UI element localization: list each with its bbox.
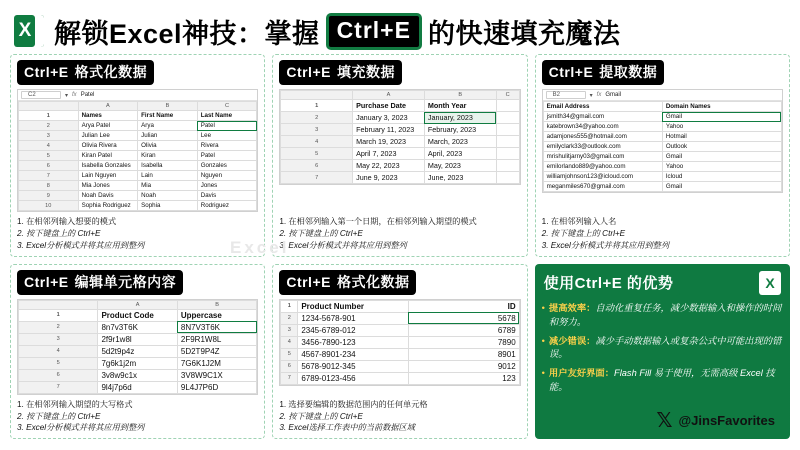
- card-extract-domain: [535, 54, 790, 257]
- card-title-shortcut: Ctrl+E: [24, 64, 69, 80]
- column-header-row: [19, 300, 257, 309]
- table-row: [19, 369, 257, 381]
- column-header[interactable]: C: [496, 91, 519, 100]
- list-item: [542, 335, 783, 363]
- row-header[interactable]: 5: [281, 348, 298, 360]
- column-header[interactable]: B: [424, 91, 496, 100]
- cell[interactable]: Yahoo: [662, 162, 781, 172]
- cell[interactable]: Names: [78, 111, 138, 121]
- row-header[interactable]: 5: [19, 151, 79, 161]
- table-row: [281, 172, 519, 184]
- cell[interactable]: Sophia: [138, 201, 198, 211]
- page-title-prefix: 解锁Excel神技：掌握: [54, 18, 320, 49]
- benefit-text: 减少手动数据输入或复杂公式中可能出现的错误。: [548, 335, 782, 360]
- table-row: [19, 181, 257, 191]
- list-item: [542, 302, 783, 330]
- cell[interactable]: 2F9R1W8L: [177, 333, 256, 345]
- table-row: [19, 131, 257, 141]
- row-header[interactable]: 4: [19, 345, 98, 357]
- benefit-label: 减少错误：: [548, 335, 596, 346]
- cell[interactable]: [496, 112, 519, 124]
- row-header[interactable]: 3: [19, 333, 98, 345]
- cell[interactable]: 3V8W9C1X: [177, 369, 256, 381]
- chevron-down-icon[interactable]: ▾: [65, 92, 69, 99]
- card-title-shortcut: Ctrl+E: [24, 273, 69, 290]
- row-header[interactable]: 5: [19, 357, 98, 369]
- cell[interactable]: 1234-5678-901: [298, 312, 409, 324]
- card-title: [17, 60, 154, 85]
- cell[interactable]: 7g6k1j2m: [98, 357, 177, 369]
- excel-mock: [279, 89, 520, 185]
- handle-text: @JinsFavorites: [678, 412, 775, 428]
- cell[interactable]: 8n7v3T6K: [98, 321, 177, 333]
- cell[interactable]: January 3, 2023: [353, 112, 425, 124]
- table-row: [19, 321, 257, 333]
- table-row: [281, 112, 519, 124]
- card-benefits: [535, 264, 790, 440]
- row-header[interactable]: 6: [19, 369, 98, 381]
- cell[interactable]: 6789-0123-456: [298, 372, 409, 384]
- row-header[interactable]: 1: [19, 111, 79, 121]
- row-header[interactable]: 10: [19, 201, 79, 211]
- cell[interactable]: emilyclark33@outlook.com: [543, 142, 662, 152]
- row-header[interactable]: 5: [281, 148, 353, 160]
- cell[interactable]: 7G6K1J2M: [177, 357, 256, 369]
- cell[interactable]: jsmith34@gmail.com: [543, 112, 662, 122]
- cell[interactable]: Davis: [197, 191, 257, 201]
- row-header[interactable]: 4: [281, 136, 353, 148]
- cell[interactable]: Jones: [197, 181, 257, 191]
- table-row: [281, 148, 519, 160]
- table-row: [281, 324, 519, 336]
- cell[interactable]: [496, 124, 519, 136]
- table-row: [281, 372, 519, 384]
- cell[interactable]: February, 2023: [424, 124, 496, 136]
- excel-mock: [17, 89, 258, 212]
- benefit-label: 提高效率：: [548, 302, 596, 313]
- table-row: [543, 152, 781, 162]
- cell[interactable]: Lee: [197, 131, 257, 141]
- card-title-shortcut: Ctrl+E: [548, 64, 594, 80]
- formula-value[interactable]: Gmail: [605, 92, 622, 98]
- cell[interactable]: June, 2023: [424, 172, 496, 184]
- cell[interactable]: 5D2T9P4Z: [177, 345, 256, 357]
- table-row: [19, 111, 257, 121]
- row-header[interactable]: 7: [19, 381, 98, 393]
- cell[interactable]: Julian: [138, 131, 198, 141]
- cell[interactable]: May, 2023: [424, 160, 496, 172]
- table-row: [543, 182, 781, 192]
- table-row: [281, 160, 519, 172]
- cell[interactable]: March 19, 2023: [353, 136, 425, 148]
- table-row: [19, 381, 257, 393]
- row-header[interactable]: 1: [281, 100, 353, 112]
- cell[interactable]: 2345-6789-012: [298, 324, 409, 336]
- footer-credit: [656, 408, 775, 432]
- table-row: [19, 161, 257, 171]
- step-item: 3. Excel选择工作表中的当前数据区域: [279, 423, 415, 433]
- table-row: [281, 124, 519, 136]
- card-title-text: 格式化数据: [336, 273, 410, 290]
- cell[interactable]: Olivia: [138, 141, 198, 151]
- table-row: [281, 360, 519, 372]
- step-item: 1. 选择要编辑的数据范围内的任何单元格: [279, 399, 428, 409]
- cell[interactable]: katebrown34@yahoo.com: [543, 122, 662, 132]
- cell[interactable]: Gonzales: [197, 161, 257, 171]
- cell[interactable]: 7890: [408, 336, 519, 348]
- cell[interactable]: 9L4J7P6D: [177, 381, 256, 393]
- step-item: 3. Excel分析模式并将其应用到整列: [17, 240, 145, 250]
- cell-selected[interactable]: Patel: [197, 121, 257, 131]
- column-header[interactable]: A: [78, 102, 138, 111]
- cell[interactable]: Email Address: [543, 102, 662, 112]
- step-item: 3. Excel分析模式并将其应用到整列: [541, 240, 670, 250]
- table-row: [543, 122, 781, 132]
- cell[interactable]: Arya: [138, 121, 198, 131]
- row-header[interactable]: 7: [19, 171, 79, 181]
- cell-selected[interactable]: 5678: [408, 312, 519, 324]
- card-title: [279, 60, 402, 85]
- row-header[interactable]: 2: [281, 312, 298, 324]
- bullet-icon: •: [541, 368, 545, 379]
- table-row: [19, 201, 257, 211]
- cell[interactable]: 4567-8901-234: [298, 348, 409, 360]
- card-title-text: 填充数据: [336, 64, 395, 80]
- cell[interactable]: 5d2t9p4z: [98, 345, 177, 357]
- sheet-corner[interactable]: [281, 91, 353, 100]
- table-row: [543, 142, 781, 152]
- card-format-names: [10, 54, 265, 257]
- cell[interactable]: [496, 100, 519, 112]
- step-item: 2. 按下键盘上的 Ctrl+E: [541, 228, 626, 238]
- cell[interactable]: [496, 160, 519, 172]
- cell[interactable]: March, 2023: [424, 136, 496, 148]
- chevron-down-icon[interactable]: ▾: [589, 92, 593, 99]
- row-header[interactable]: 2: [19, 321, 98, 333]
- table-row: [19, 357, 257, 369]
- sheet-table: [18, 300, 257, 394]
- step-item: 1. 在相邻列输入想要的模式: [17, 217, 117, 226]
- sheet-table: [280, 300, 519, 385]
- row-header[interactable]: 1: [19, 309, 98, 321]
- excel-logo-icon: [759, 271, 781, 295]
- bullet-icon: •: [541, 302, 545, 313]
- bullet-icon: •: [541, 335, 545, 346]
- step-item: 1. 在相邻列输入第一个日期，在相邻列输入期望的模式: [279, 217, 477, 226]
- column-header[interactable]: C: [197, 102, 257, 111]
- column-header[interactable]: B: [177, 300, 256, 309]
- cell[interactable]: Icloud: [662, 172, 781, 182]
- column-header-row: [19, 102, 257, 111]
- table-row: [19, 141, 257, 151]
- card-title: [279, 270, 416, 295]
- cell[interactable]: April, 2023: [424, 148, 496, 160]
- excel-mock: [17, 299, 258, 395]
- cell[interactable]: Yahoo: [662, 122, 781, 132]
- table-row: [19, 171, 257, 181]
- step-item: 2. 按下键盘上的 Ctrl+E: [279, 228, 363, 238]
- cell[interactable]: Rodriguez: [197, 201, 257, 211]
- cell[interactable]: Gmail: [662, 152, 781, 162]
- benefits-list: [542, 302, 783, 401]
- cell[interactable]: 123: [408, 372, 519, 384]
- row-header[interactable]: 7: [281, 372, 298, 384]
- row-header[interactable]: 4: [19, 141, 79, 151]
- cell[interactable]: 2f9r1w8l: [98, 333, 177, 345]
- table-row: [19, 345, 257, 357]
- cell[interactable]: 5678-9012-345: [298, 360, 409, 372]
- header: [10, 8, 790, 54]
- table-row: [543, 162, 781, 172]
- cell[interactable]: Noah Davis: [78, 191, 138, 201]
- formula-bar: [18, 90, 257, 101]
- steps-list: [17, 395, 258, 435]
- cell[interactable]: 3v8w9c1x: [98, 369, 177, 381]
- cell[interactable]: Olivia Rivera: [78, 141, 138, 151]
- card-title-shortcut: Ctrl+E: [286, 64, 331, 80]
- table-row: [281, 100, 519, 112]
- step-item: 2. 按下键盘上的 Ctrl+E: [17, 228, 101, 238]
- cell[interactable]: Lain: [138, 171, 198, 181]
- cell[interactable]: April 7, 2023: [353, 148, 425, 160]
- table-row: [19, 191, 257, 201]
- table-row: [281, 136, 519, 148]
- cell[interactable]: Purchase Date: [353, 100, 425, 112]
- table-row: [543, 112, 781, 122]
- column-header[interactable]: B: [138, 102, 198, 111]
- table-row: [281, 300, 519, 312]
- cell[interactable]: Domain Names: [662, 102, 781, 112]
- cell[interactable]: June 9, 2023: [353, 172, 425, 184]
- cell[interactable]: Kiran: [138, 151, 198, 161]
- steps-list: [279, 395, 520, 435]
- card-format-product-id: [272, 264, 527, 440]
- cell[interactable]: Julian Lee: [78, 131, 138, 141]
- row-header[interactable]: 3: [281, 124, 353, 136]
- cell[interactable]: Arya Patel: [78, 121, 138, 131]
- cell[interactable]: meganmiles670@gmail.com: [543, 182, 662, 192]
- cell[interactable]: Hotmail: [662, 132, 781, 142]
- table-row: [19, 151, 257, 161]
- formula-value[interactable]: Patel: [80, 92, 95, 98]
- cell[interactable]: 9l4j7p6d: [98, 381, 177, 393]
- column-header[interactable]: A: [353, 91, 425, 100]
- cell[interactable]: Product Code: [98, 309, 177, 321]
- steps-list: [279, 212, 520, 252]
- page-title-suffix: 的快速填充魔法: [427, 18, 621, 49]
- fx-icon: fx: [72, 92, 77, 98]
- benefit-text: 自动化重复任务，减少数据输入和操作的时间和努力。: [548, 302, 782, 327]
- cards-grid: [10, 54, 790, 432]
- cell[interactable]: Outlook: [662, 142, 781, 152]
- table-row: [543, 172, 781, 182]
- card-fill-dates: [272, 54, 527, 257]
- cell-selected[interactable]: January, 2023: [424, 112, 496, 124]
- name-box[interactable]: C2: [21, 91, 61, 99]
- steps-list: [542, 212, 783, 252]
- row-header[interactable]: 3: [281, 324, 298, 336]
- row-header[interactable]: 6: [281, 160, 353, 172]
- cell[interactable]: Rivera: [197, 141, 257, 151]
- table-row: [543, 132, 781, 142]
- table-row: [281, 348, 519, 360]
- cell[interactable]: Isabella: [138, 161, 198, 171]
- row-header[interactable]: 3: [19, 131, 79, 141]
- row-header[interactable]: 4: [281, 336, 298, 348]
- cell[interactable]: Last Name: [197, 111, 257, 121]
- cell[interactable]: 8901: [408, 348, 519, 360]
- step-item: 3. Excel分析模式并将其应用到整列: [279, 240, 407, 250]
- cell[interactable]: 6789: [408, 324, 519, 336]
- cell[interactable]: Mia: [138, 181, 198, 191]
- column-header[interactable]: A: [98, 300, 177, 309]
- excel-mock: [279, 299, 520, 386]
- row-header[interactable]: 1: [281, 300, 298, 312]
- excel-logo-letter: X: [765, 274, 775, 291]
- row-header[interactable]: 6: [281, 360, 298, 372]
- row-header[interactable]: 8: [19, 181, 79, 191]
- cell[interactable]: Kiran Patel: [78, 151, 138, 161]
- cell[interactable]: First Name: [138, 111, 198, 121]
- card-edit-cell-content: [10, 264, 265, 440]
- row-header[interactable]: 9: [19, 191, 79, 201]
- table-row: [543, 102, 781, 112]
- cell[interactable]: Sophia Rodriguez: [78, 201, 138, 211]
- step-item: 1. 在相邻列输入期望的大写格式: [17, 399, 133, 409]
- formula-bar: [543, 90, 782, 101]
- table-row: [19, 121, 257, 131]
- cell[interactable]: Product Number: [298, 300, 409, 312]
- list-item: [542, 367, 783, 395]
- x-logo-icon: 𝕏: [656, 408, 673, 433]
- card-title: 使用Ctrl+E 的优势: [542, 270, 681, 296]
- cell-selected[interactable]: 8N7V3T6K: [177, 321, 256, 333]
- row-header[interactable]: 6: [19, 161, 79, 171]
- name-box[interactable]: B2: [546, 91, 586, 99]
- card-title-text: 格式化数据: [74, 64, 148, 80]
- cell[interactable]: adamjones555@hotmail.com: [543, 132, 662, 142]
- column-header-row: [281, 91, 519, 100]
- excel-logo-letter: X: [18, 20, 32, 41]
- cell[interactable]: ID: [408, 300, 519, 312]
- row-header[interactable]: 2: [281, 112, 353, 124]
- step-item: 2. 按下键盘上的 Ctrl+E: [279, 411, 363, 421]
- cell[interactable]: williamjohnson123@icloud.com: [543, 172, 662, 182]
- cell[interactable]: [496, 172, 519, 184]
- cell[interactable]: Lain Nguyen: [78, 171, 138, 181]
- cell[interactable]: mrishulitjarny03@gmail.com: [543, 152, 662, 162]
- sheet-table: [18, 101, 257, 211]
- cell[interactable]: Month Year: [424, 100, 496, 112]
- cell[interactable]: emilorlando889@yahoo.com: [543, 162, 662, 172]
- card-title: [542, 60, 665, 85]
- table-row: [19, 309, 257, 321]
- fx-icon: fx: [596, 92, 602, 98]
- card-title-text: 编辑单元格内容: [74, 273, 177, 290]
- cell[interactable]: Gmail: [662, 182, 781, 192]
- cell[interactable]: May 22, 2023: [353, 160, 425, 172]
- step-item: 2. 按下键盘上的 Ctrl+E: [17, 411, 101, 421]
- benefit-text: Flash Fill 易于使用，无需高级 Excel 技能。: [548, 368, 775, 393]
- benefit-label: 用户友好界面：: [548, 368, 615, 379]
- cell[interactable]: Patel: [197, 151, 257, 161]
- cell[interactable]: Mia Jones: [78, 181, 138, 191]
- card-title: [17, 270, 183, 295]
- cell[interactable]: Noah: [138, 191, 198, 201]
- cell[interactable]: February 11, 2023: [353, 124, 425, 136]
- excel-logo-icon: [14, 15, 44, 47]
- row-header[interactable]: 2: [19, 121, 79, 131]
- table-row: [19, 333, 257, 345]
- excel-mock: [542, 89, 783, 193]
- steps-list: [17, 212, 258, 252]
- cell-selected[interactable]: Gmail: [662, 112, 781, 122]
- card-title-shortcut: Ctrl+E: [286, 273, 331, 290]
- table-row: [281, 312, 519, 324]
- sheet-table: [543, 101, 782, 192]
- cell[interactable]: Isabella Gonzales: [78, 161, 138, 171]
- cell[interactable]: Nguyen: [197, 171, 257, 181]
- cell[interactable]: 3456-7890-123: [298, 336, 409, 348]
- watermark: Excel: [230, 238, 290, 257]
- cell[interactable]: [496, 148, 519, 160]
- shortcut-chip: Ctrl+E: [326, 13, 422, 50]
- row-header[interactable]: 7: [281, 172, 353, 184]
- step-item: 3. Excel分析模式并将其应用到整列: [17, 423, 145, 433]
- sheet-corner[interactable]: [19, 102, 79, 111]
- sheet-corner[interactable]: [19, 300, 98, 309]
- cell[interactable]: 9012: [408, 360, 519, 372]
- card-title-text: 提取数据: [599, 64, 658, 80]
- cell[interactable]: [496, 136, 519, 148]
- page-title: [54, 12, 620, 51]
- cell[interactable]: Uppercase: [177, 309, 256, 321]
- step-item: 1. 在相邻列输入人名: [541, 217, 617, 226]
- sheet-table: [280, 90, 519, 184]
- table-row: [281, 336, 519, 348]
